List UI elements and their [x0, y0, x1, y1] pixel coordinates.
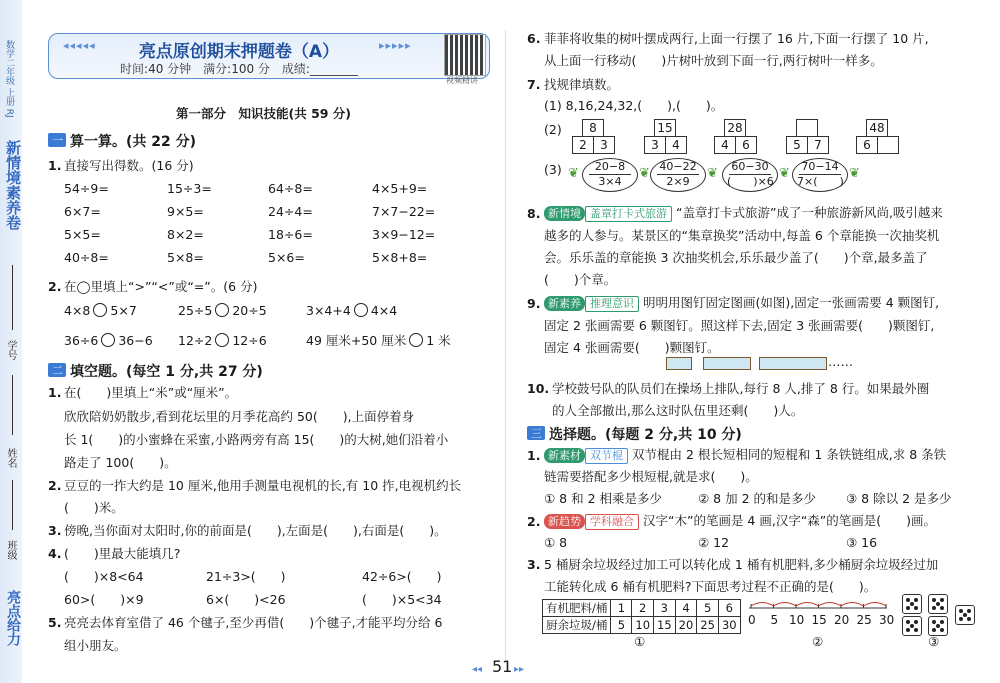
option-label-1[interactable]: ① [634, 634, 646, 649]
question-number: 5. [48, 615, 62, 630]
spine-field-id: 学号 [5, 340, 16, 360]
compare-item [178, 303, 267, 319]
pattern-box-right[interactable]: 7 [807, 136, 829, 154]
die-pip [910, 602, 914, 606]
question-number: 1. [48, 158, 62, 173]
table-row-head: 厨余垃圾/桶 [543, 617, 611, 634]
die-pip [959, 609, 963, 613]
calc-item: 18÷6= [268, 227, 313, 242]
fill-item: 21÷3>( ) [206, 569, 286, 584]
spine-brand: 亮点给力 [5, 590, 21, 646]
tag-new-trend: 新趋势 [544, 514, 585, 529]
pattern-box-right[interactable]: 3 [593, 136, 615, 154]
section-marker-2: 二 [48, 363, 66, 377]
question-text: 越多的人参与。某景区的“集章换奖”活动中,每盖 6 个章能换一次抽奖机 [544, 228, 940, 243]
page-title: 亮点原创期末押题卷（A） [138, 42, 340, 62]
table-cell: 4 [675, 600, 697, 617]
page-divider [505, 30, 506, 660]
question-text: 傍晚,当你面对太阳时,你的前面是( ),左面是( ),右面是( )。 [64, 523, 447, 538]
compare-circle[interactable] [215, 333, 229, 347]
pattern-box-left[interactable]: 2 [572, 136, 594, 154]
pattern-box-right[interactable]: 6 [735, 136, 757, 154]
question-number: 2. [48, 279, 62, 294]
number-line-arc [774, 603, 797, 607]
pattern-box-top[interactable] [796, 119, 818, 137]
die-pip [932, 606, 936, 610]
die-pip [940, 598, 944, 602]
die-pip [914, 620, 918, 624]
option-2[interactable]: ② 12 [698, 535, 730, 550]
leaf-icon: ❦ [707, 166, 718, 181]
calc-item: 5×6= [268, 250, 305, 265]
section-marker-3: 三 [527, 426, 545, 440]
spine-field-name: 姓名 [5, 448, 16, 468]
pattern-oval [650, 158, 706, 192]
die [902, 616, 922, 636]
question-text: 学校鼓号队的队员们在操场上排队,每行 8 人,排了 8 行。如果最外圈 [552, 381, 930, 396]
option-3[interactable]: ③ 16 [846, 535, 878, 550]
table-cell: 1 [611, 600, 632, 617]
question-number: 3. [527, 557, 541, 572]
question-line [544, 205, 943, 222]
passage-line: 欣欣陪奶奶散步,看到花坛里的月季花高约 50( ),上面停着身 [64, 409, 415, 424]
oval-bottom: 3×4 [598, 175, 622, 188]
question-number: 2. [527, 514, 541, 529]
question-text: 明明用图钉固定图画(如图),固定一张画需要 4 颗图钉, [643, 295, 940, 310]
number-line-arc [796, 603, 819, 607]
compare-circle[interactable] [93, 303, 107, 317]
question-text: 的人全部撤出,那么这时队伍里还剩( )人。 [552, 403, 804, 418]
tag-topic: 双节棍 [585, 448, 628, 464]
calc-item: 7×7−22= [372, 204, 436, 219]
question-number: 3. [48, 523, 62, 538]
die-pip [936, 602, 940, 606]
calc-item: 4×5+9= [372, 181, 428, 196]
question-text: 组小朋友。 [64, 638, 127, 653]
section-title: 选择题。(每题 2 分,共 10 分) [549, 427, 742, 443]
table-cell: 10 [632, 617, 654, 634]
oval-top: 60−30 [729, 160, 771, 175]
question-number: 2. [48, 478, 62, 493]
compare-right: 5×7 [110, 303, 137, 318]
spine-line [12, 375, 13, 435]
fill-item: 60>( )×9 [64, 592, 144, 607]
die-pip [932, 598, 936, 602]
spine-line [12, 265, 13, 330]
spine-field-class: 班级 [5, 540, 16, 560]
table-cell: 20 [675, 617, 697, 634]
question-text: 双节棍由 2 根长短相同的短棍和 1 条铁链组成,求 8 条铁 [632, 447, 947, 462]
compare-right: 4×4 [370, 303, 398, 318]
arrow-decor-right: ▸▸▸▸▸ [379, 39, 412, 52]
oval-bottom: 7×( ) [797, 175, 844, 188]
calc-item: 64÷8= [268, 181, 313, 196]
question-number: 4. [48, 546, 62, 561]
option-1[interactable]: ① 8 和 2 相乘是多少 [544, 491, 663, 506]
question-text: 汉字“木”的笔画是 4 画,汉字“森”的笔画是( )画。 [643, 513, 937, 528]
die-pip [967, 617, 971, 621]
question-number: 9. [527, 296, 541, 311]
spine-series: 新情境素养卷 [4, 140, 22, 230]
question-text: 在( )里填上“米”或“厘米”。 [64, 385, 238, 400]
compare-item [64, 333, 153, 349]
die-pip [906, 598, 910, 602]
question-text: 工能转化成 6 桶有机肥料?下面思考过程不正确的是( )。 [544, 579, 877, 594]
option-label-3[interactable]: ③ [928, 634, 940, 649]
page-number: 51 [492, 657, 513, 676]
number-line-arc [819, 603, 842, 607]
compare-circle[interactable] [409, 333, 423, 347]
title-banner [48, 33, 490, 79]
table-cell: 5 [697, 600, 719, 617]
calc-item: 9×5= [167, 204, 204, 219]
question-text: 链需要搭配多少根短棍,就是求( )。 [544, 469, 758, 484]
qr-code[interactable] [444, 34, 486, 76]
tag-new-material: 新素材 [544, 448, 585, 463]
pattern-box-left[interactable]: 4 [714, 136, 736, 154]
option-label-2[interactable]: ② [812, 634, 824, 649]
page-nav-next-icon: ▸▸ [514, 664, 525, 675]
calc-item: 24÷4= [268, 204, 313, 219]
oval-bottom: ( )×6 [727, 175, 774, 188]
question-number: 1. [48, 385, 62, 400]
leaf-icon: ❦ [779, 166, 790, 181]
compare-circle[interactable] [101, 333, 115, 347]
option-3[interactable]: ③ 8 除以 2 是多少 [846, 491, 952, 506]
question-number: 10. [527, 381, 550, 396]
calc-item: 54÷9= [64, 181, 109, 196]
calc-item: 5×8+8= [372, 250, 428, 265]
tag-topic: 盖章打卡式旅游 [585, 206, 672, 222]
die-pip [906, 606, 910, 610]
calc-item: 5×5= [64, 227, 101, 242]
die-pip [940, 620, 944, 624]
question-number: 7. [527, 77, 541, 92]
passage-line: 长 1( )的小蜜蜂在采蜜,小路两旁有高 15( )的大树,她们沿着小 [64, 432, 449, 447]
compare-left: 36÷6 [64, 333, 99, 348]
pattern-oval [792, 158, 848, 192]
compare-item [306, 333, 451, 349]
compare-left: 4×8 [64, 303, 91, 318]
die-pip [967, 609, 971, 613]
question-number: 6. [527, 31, 541, 46]
question-text: “盖章打卡式旅游”成了一种旅游新风尚,吸引越来 [676, 205, 943, 220]
fill-item: ( )×8<64 [64, 569, 144, 584]
pattern-box-top[interactable]: 28 [724, 119, 746, 137]
pattern-box-left[interactable]: 6 [856, 136, 878, 154]
number-line-arc [864, 603, 887, 607]
question-line [544, 513, 936, 530]
number-line-label: 15 [811, 613, 827, 627]
tag-new-context: 新情境 [544, 206, 585, 221]
die-pip [932, 620, 936, 624]
calc-item: 8×2= [167, 227, 204, 242]
question-text: 固定 4 张画需要( )颗图钉。 [544, 340, 720, 355]
die [928, 616, 948, 636]
die-pip [940, 628, 944, 632]
die-pip [906, 620, 910, 624]
table-cell: 5 [611, 617, 632, 634]
question-text: 在◯里填上“>”“<”或“=”。(6 分) [64, 279, 258, 294]
question-text: 亮亮去体育室借了 46 个毽子,至少再借( )个毽子,才能平均分给 6 [64, 615, 443, 630]
calc-item: 15÷3= [167, 181, 212, 196]
question-line [544, 295, 939, 312]
table-row-head: 有机肥料/桶 [543, 600, 611, 617]
question-text: ( )个章。 [544, 272, 617, 287]
ellipsis: …… [828, 354, 853, 369]
section-title: 算一算。(共 22 分) [70, 134, 197, 150]
option-1[interactable]: ① 8 [544, 535, 568, 550]
section-title: 填空题。(每空 1 分,共 27 分) [70, 364, 263, 380]
passage-line: 路走了 100( )。 [64, 455, 177, 470]
fill-item: 6×( )<26 [206, 592, 286, 607]
die [928, 594, 948, 614]
calc-item: 6×7= [64, 204, 101, 219]
compare-circle[interactable] [215, 303, 229, 317]
question-text: 菲菲将收集的树叶摆成两行,上面一行摆了 16 片,下面一行摆了 10 片, [544, 31, 929, 46]
picture-3 [759, 357, 827, 370]
question-text: 找规律填数。 [544, 77, 620, 92]
question-text: 从上面一行移动( )片树叶放到下面一行,两行树叶一样多。 [544, 53, 883, 68]
die-pip [906, 628, 910, 632]
picture-1 [666, 357, 692, 370]
leaf-icon: ❦ [568, 166, 579, 181]
question-line [544, 447, 946, 464]
compare-right: 36−6 [118, 333, 153, 348]
number-line-arc [841, 603, 864, 607]
die-pip [959, 617, 963, 621]
table-cell: 25 [697, 617, 719, 634]
pattern-oval [722, 158, 778, 192]
die-pip [914, 598, 918, 602]
die-pip [940, 606, 944, 610]
spine-grade: 数学二年级 上册 RJ [4, 40, 14, 118]
pattern-2-label: (2) [544, 122, 562, 137]
compare-right: 1 米 [426, 333, 451, 348]
die-pip [914, 628, 918, 632]
pattern-box-left[interactable]: 5 [786, 136, 808, 154]
number-line-arc [751, 603, 774, 607]
compare-item [64, 303, 137, 319]
die [955, 605, 975, 625]
number-line-label: 5 [770, 613, 779, 627]
pattern-box-top[interactable]: 48 [866, 119, 888, 137]
picture-2 [703, 357, 751, 370]
pattern-box-left[interactable]: 3 [644, 136, 666, 154]
question-text: 固定 2 张画需要 6 颗图钉。照这样下去,固定 3 张画需要( )颗图钉, [544, 318, 935, 333]
compare-left: 25÷5 [178, 303, 213, 318]
table-cell: 6 [718, 600, 740, 617]
leaf-icon: ❦ [849, 166, 860, 181]
table-cell: 15 [654, 617, 676, 634]
tag-topic: 推理意识 [585, 296, 639, 312]
compare-right: 20÷5 [232, 303, 267, 318]
qr-caption: 视频精讲 [446, 76, 478, 85]
compare-left: 3×4+4 [306, 303, 351, 318]
compare-circle[interactable] [354, 303, 368, 317]
question-text: ( )里最大能填几? [64, 546, 181, 561]
pattern-oval [582, 158, 638, 192]
pattern-box-top[interactable]: 15 [654, 119, 676, 137]
calc-item: 5×8= [167, 250, 204, 265]
tag-new-literacy: 新素养 [544, 296, 585, 311]
number-line-label: 10 [789, 613, 805, 627]
option-2[interactable]: ② 8 加 2 的和是多少 [698, 491, 817, 506]
number-line-label: 30 [879, 613, 895, 627]
question-number: 1. [527, 448, 541, 463]
pattern-box-top[interactable]: 8 [582, 119, 604, 137]
die-pip [963, 613, 967, 617]
tag-topic: 学科融合 [585, 514, 639, 530]
number-line-label: 25 [856, 613, 872, 627]
question-text: ( )米。 [64, 500, 124, 515]
exam-info: 时间:40 分钟 满分:100 分 成绩:________ [120, 62, 358, 76]
table-cell: 30 [718, 617, 740, 634]
arrow-decor-left: ◂◂◂◂◂ [63, 39, 96, 52]
pattern-3-label: (3) [544, 162, 562, 177]
binding-strip [0, 0, 22, 683]
die [902, 594, 922, 614]
oval-bottom: 2×9 [666, 175, 690, 188]
die-pip [914, 606, 918, 610]
compare-right: 12÷6 [232, 333, 267, 348]
die-pip [910, 624, 914, 628]
pattern-1: (1) 8,16,24,32,( ),( )。 [544, 98, 724, 113]
compare-item [178, 333, 267, 349]
question-text: 直接写出得数。(16 分) [64, 158, 194, 173]
die-pip [932, 628, 936, 632]
fill-item: ( )×5<34 [362, 592, 442, 607]
die-pip [936, 624, 940, 628]
calc-item: 40÷8= [64, 250, 109, 265]
compare-left: 12÷2 [178, 333, 213, 348]
table-cell: 2 [632, 600, 654, 617]
page-nav-prev-icon: ◂◂ [472, 664, 483, 675]
fill-item: 42÷6>( ) [362, 569, 442, 584]
oval-top: 40−22 [657, 160, 699, 175]
pattern-box-right[interactable] [877, 136, 899, 154]
compare-item [306, 303, 397, 319]
spine-line [12, 480, 13, 530]
oval-top: 20−8 [589, 160, 631, 175]
part-heading: 第一部分 知识技能(共 59 分) [176, 106, 352, 121]
pattern-box-right[interactable]: 4 [665, 136, 687, 154]
compare-left: 49 厘米+50 厘米 [306, 333, 407, 348]
question-number: 8. [527, 206, 541, 221]
question-text: 5 桶厨余垃圾经过加工可以转化成 1 桶有机肥料,多少桶厨余垃圾经过加 [544, 557, 939, 572]
number-line-label: 20 [834, 613, 850, 627]
leaf-icon: ❦ [639, 166, 650, 181]
table-cell: 3 [654, 600, 676, 617]
oval-top: 70−14 [799, 160, 841, 175]
number-line-label: 0 [748, 613, 756, 627]
calc-item: 3×9−12= [372, 227, 436, 242]
question-text: 会。乐乐盖的章能换 3 次抽奖机会,乐乐最少盖了( )个章,最多盖了 [544, 250, 928, 265]
option-1-table [542, 599, 741, 634]
section-marker-1: 一 [48, 133, 66, 147]
question-text: 豆豆的一拃大约是 10 厘米,他用手测量电视机的长,有 10 拃,电视机约长 [64, 478, 462, 493]
